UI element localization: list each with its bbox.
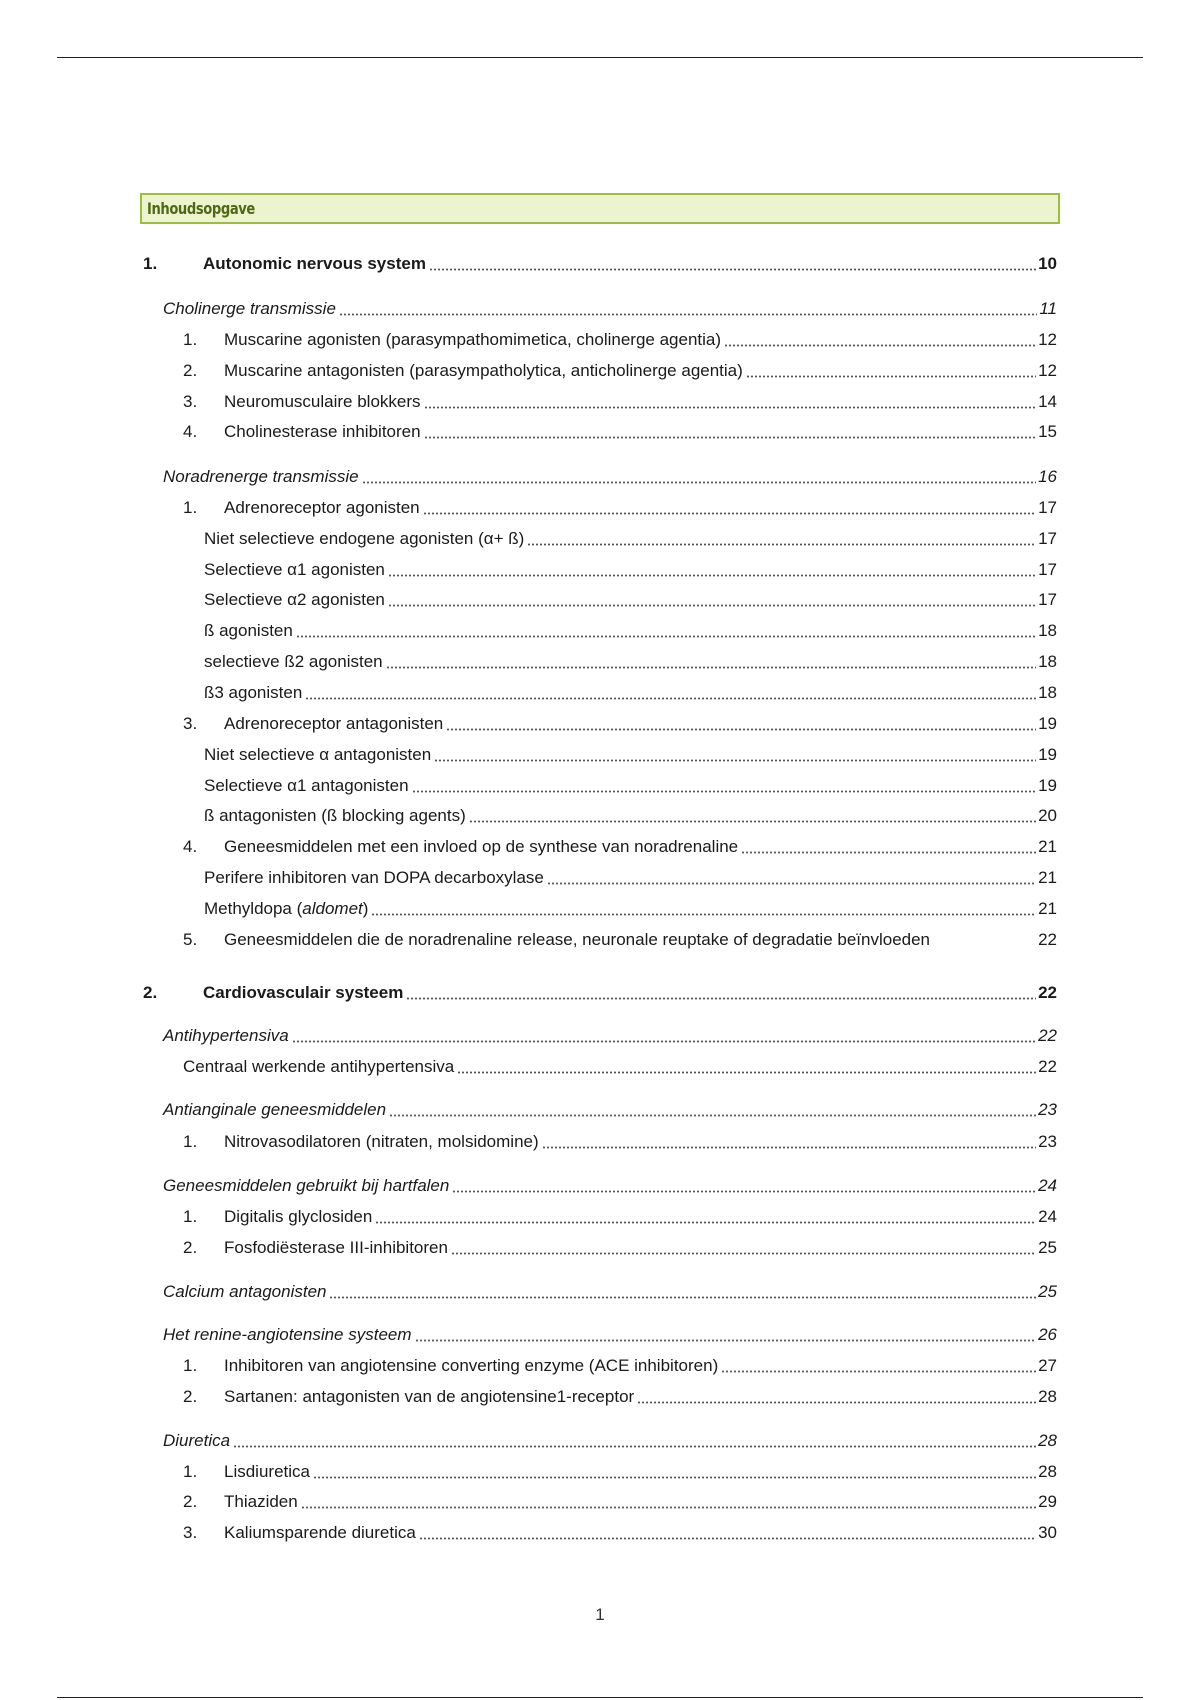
toc-entry-number: 2. [183, 1387, 198, 1406]
toc-entry-title: Neuromusculaire blokkers [224, 392, 421, 411]
dot-leader [419, 1526, 1036, 1540]
toc-entry-title: Thiaziden [224, 1492, 298, 1511]
dot-leader [434, 748, 1036, 762]
toc-entry-page: 12 [1038, 361, 1057, 380]
toc-entry-number: 2. [143, 983, 158, 1002]
toc-entry-page: 11 [1039, 299, 1057, 318]
dot-leader [388, 593, 1036, 607]
dot-leader [424, 395, 1037, 409]
bottom-rule [57, 1697, 1143, 1698]
toc-entry[interactable] [204, 741, 1057, 765]
toc-entry-number: 1. [183, 330, 198, 349]
toc-entry[interactable] [204, 772, 1057, 796]
toc-entry-title [204, 899, 368, 919]
toc-entry-page: 17 [1038, 498, 1057, 517]
toc-entry[interactable] [163, 1278, 1057, 1302]
toc-entry-title: Noradrenerge transmissie [163, 467, 359, 486]
toc-entry-page: 23 [1038, 1100, 1057, 1119]
toc-entry-page: 24 [1038, 1207, 1057, 1226]
dot-leader [371, 902, 1036, 916]
toc-entry-title: ß agonisten [204, 621, 293, 640]
toc-entry-title: Cholinerge transmissie [163, 299, 336, 318]
dot-leader [446, 717, 1036, 731]
toc-entry-title: Nitrovasodilatoren (nitraten, molsidomine) [224, 1132, 539, 1151]
toc-entry-page: 17 [1038, 590, 1057, 609]
toc-entry-title: selectieve ß2 agonisten [204, 652, 383, 671]
page-number: 1 [595, 1605, 605, 1624]
toc-entry-page: 17 [1038, 560, 1057, 579]
toc-entry[interactable] [163, 1321, 1057, 1345]
toc-entry-page: 29 [1038, 1492, 1057, 1511]
toc-entry-page: 16 [1038, 467, 1057, 486]
dot-leader [375, 1210, 1036, 1224]
toc-entry-title: ß antagonisten (ß blocking agents) [204, 806, 466, 825]
toc-entry[interactable] [183, 1234, 1057, 1258]
toc-entry-title: Digitalis glyclosiden [224, 1207, 373, 1226]
toc-entry-page: 18 [1038, 683, 1057, 702]
toc-entry-title: Selectieve α2 agonisten [204, 590, 385, 609]
dot-leader [362, 470, 1036, 484]
toc-entry-page: 19 [1038, 776, 1057, 795]
toc-entry-title: Adrenoreceptor antagonisten [224, 714, 444, 733]
toc-entry-title: ß3 agonisten [204, 683, 303, 702]
toc-entry-title: Adrenoreceptor agonisten [224, 498, 420, 517]
toc-entry-title: Cholinesterase inhibitoren [224, 422, 421, 441]
dot-leader [386, 655, 1036, 669]
toc-entry[interactable] [163, 463, 1057, 487]
toc-entry-title: Selectieve α1 agonisten [204, 560, 385, 579]
toc-entry-page: 14 [1038, 392, 1057, 411]
toc-entry[interactable] [183, 388, 1057, 412]
toc-entry[interactable] [183, 1383, 1057, 1407]
dot-leader [389, 1103, 1036, 1117]
toc-entry-number: 1. [183, 1462, 198, 1481]
toc-entry[interactable] [163, 1427, 1057, 1451]
toc-entry[interactable] [143, 979, 1057, 1003]
toc-entry[interactable] [183, 1128, 1057, 1152]
toc-header-title: Inhoudsopgave [147, 199, 255, 218]
toc-entry-page: 21 [1038, 868, 1057, 887]
dot-leader [415, 1328, 1037, 1342]
toc-entry-page: 24 [1038, 1176, 1057, 1195]
toc-entry[interactable] [204, 586, 1057, 610]
dot-leader [301, 1495, 1036, 1509]
toc-entry-title: Geneesmiddelen die de noradrenaline release, neuronale reuptake of degradatie beïnvloeden [224, 930, 931, 949]
toc-entry-page: 21 [1038, 837, 1057, 856]
toc-entry[interactable] [163, 295, 1057, 319]
dot-leader [469, 809, 1036, 823]
toc-entry-title-part: ) [362, 899, 369, 918]
toc-entry-page: 22 [1038, 983, 1057, 1002]
toc-entry[interactable] [204, 802, 1057, 826]
toc-entry-page: 20 [1038, 806, 1057, 825]
toc-entry-page: 19 [1038, 745, 1057, 764]
toc-entry-page: 28 [1038, 1431, 1057, 1450]
dot-leader [406, 986, 1036, 1000]
toc-entry[interactable] [163, 1172, 1057, 1196]
dot-leader [542, 1135, 1036, 1149]
toc-entry-page: 22 [1038, 1057, 1057, 1076]
dot-leader [313, 1465, 1036, 1479]
toc-entry-title-italic: aldomet [302, 899, 363, 918]
toc-entry-page: 21 [1038, 899, 1057, 918]
toc-entry[interactable] [183, 1458, 1057, 1482]
toc-entry-page: 30 [1038, 1523, 1057, 1542]
toc-entry[interactable] [183, 1053, 1057, 1077]
toc-entry-title: Het renine-angiotensine systeem [163, 1325, 412, 1344]
toc-entry-page: 18 [1038, 652, 1057, 671]
toc-entry-title: Perifere inhibitoren van DOPA decarboxylase [204, 868, 544, 887]
toc-entry-title: Autonomic nervous system [203, 254, 426, 273]
toc-entry-page: 10 [1038, 254, 1057, 273]
toc-entry-page: 22 [1038, 930, 1057, 949]
toc-entry-title: Geneesmiddelen met een invloed op de synthese van noradrenaline [224, 837, 739, 856]
toc-entry-number: 1. [183, 1132, 198, 1151]
toc-entry-title: Fosfodiësterase III-inhibitoren [224, 1238, 448, 1257]
toc-entry-page: 27 [1038, 1356, 1057, 1375]
toc-entry[interactable] [183, 1352, 1057, 1376]
toc-entry-page: 19 [1038, 714, 1057, 733]
toc-entry-number: 4. [183, 837, 198, 856]
dot-leader [339, 302, 1037, 316]
dot-leader [637, 1390, 1036, 1404]
toc-entry-title: Muscarine agonisten (parasympathomimetica, cholinerge agentia) [224, 330, 722, 349]
toc-entry[interactable] [143, 250, 1057, 274]
toc-entry[interactable] [204, 864, 1057, 888]
toc-entry-title: Kaliumsparende diuretica [224, 1523, 416, 1542]
toc-entry-page: 22 [1038, 1026, 1057, 1045]
toc-entry[interactable] [204, 648, 1057, 672]
toc-entry-number: 1. [183, 1207, 198, 1226]
toc-entry-title: Niet selectieve α antagonisten [204, 745, 432, 764]
toc-entry-title: Lisdiuretica [224, 1462, 310, 1481]
dot-leader [527, 532, 1036, 546]
toc-entry[interactable] [183, 418, 1057, 442]
toc-entry-number: 2. [183, 1238, 198, 1257]
toc-entry-number: 1. [143, 254, 158, 273]
dot-leader [233, 1434, 1036, 1448]
dot-leader [452, 1179, 1036, 1193]
toc-entry[interactable] [183, 926, 1057, 950]
dot-leader [388, 563, 1036, 577]
toc-entry-number: 2. [183, 361, 198, 380]
toc-entry-number: 3. [183, 714, 198, 733]
toc-entry-title: Centraal werkende antihypertensiva [183, 1057, 455, 1076]
dot-leader [292, 1029, 1036, 1043]
dot-leader [457, 1060, 1036, 1074]
toc-entry-page: 17 [1038, 529, 1057, 548]
toc-entry[interactable] [204, 895, 1057, 919]
toc-entry-title: Diuretica [163, 1431, 231, 1450]
toc-entry[interactable] [163, 1096, 1057, 1120]
dot-leader [423, 501, 1036, 515]
toc-entry-title: Sartanen: antagonisten van de angiotensine1-receptor [224, 1387, 635, 1406]
toc-entry-title: Selectieve α1 antagonisten [204, 776, 409, 795]
dot-leader [305, 686, 1036, 700]
toc-entry[interactable] [183, 1203, 1057, 1227]
toc-entry-title: Muscarine antagonisten (parasympatholytica, anticholinerge agentia) [224, 361, 743, 380]
toc-entry-number: 4. [183, 422, 198, 441]
toc-entry-title: Geneesmiddelen gebruikt bij hartfalen [163, 1176, 450, 1195]
toc-entry-page: 28 [1038, 1387, 1057, 1406]
dot-leader [429, 257, 1036, 271]
toc-entry-number: 1. [183, 1356, 198, 1375]
toc-entry-title: Antihypertensiva [163, 1026, 289, 1045]
toc-entry[interactable] [183, 326, 1057, 350]
toc-entry-title: Inhibitoren van angiotensine converting enzyme (ACE inhibitoren) [224, 1356, 719, 1375]
toc-entry-title: Antianginale geneesmiddelen [163, 1100, 387, 1119]
dot-leader [930, 933, 1038, 947]
toc-entry[interactable] [204, 556, 1057, 580]
toc-entry[interactable] [183, 1519, 1057, 1543]
toc-entry-number: 5. [183, 930, 198, 949]
toc-entry-number: 1. [183, 498, 198, 517]
toc-entry[interactable] [204, 525, 1057, 549]
toc-entry-page: 23 [1038, 1132, 1057, 1151]
toc-entry-page: 26 [1038, 1325, 1057, 1344]
dot-leader [296, 624, 1036, 638]
toc-entry-page: 25 [1038, 1282, 1057, 1301]
dot-leader [547, 871, 1036, 885]
toc-entry-number: 3. [183, 392, 198, 411]
toc-entry-page: 25 [1038, 1238, 1057, 1257]
toc-entry[interactable] [183, 1488, 1057, 1512]
toc-entry-number: 2. [183, 1492, 198, 1511]
dot-leader [412, 779, 1037, 793]
toc-entry-title: Cardiovasculair systeem [203, 983, 404, 1002]
toc-entry-title: Calcium antagonisten [163, 1282, 327, 1301]
toc-entry-page: 12 [1038, 330, 1057, 349]
dot-leader [329, 1285, 1036, 1299]
toc-entry[interactable] [183, 833, 1057, 857]
toc-entry[interactable] [204, 679, 1057, 703]
toc-entry-page: 15 [1038, 422, 1057, 441]
toc-entry[interactable] [163, 1022, 1057, 1046]
toc-entry-page: 18 [1038, 621, 1057, 640]
toc-entry-title-part: Methyldopa ( [204, 899, 303, 918]
toc-entry[interactable] [183, 710, 1057, 734]
dot-leader [741, 840, 1036, 854]
dot-leader [451, 1241, 1036, 1255]
dot-leader [746, 364, 1036, 378]
dot-leader [424, 425, 1037, 439]
toc-entry-page: 28 [1038, 1462, 1057, 1481]
toc-entry[interactable] [183, 357, 1057, 381]
toc-entry-title: Niet selectieve endogene agonisten (α+ ß) [204, 529, 525, 548]
toc-entry[interactable] [204, 617, 1057, 641]
toc-entry-number: 3. [183, 1523, 198, 1542]
dot-leader [721, 1359, 1036, 1373]
toc-entry[interactable] [183, 494, 1057, 518]
dot-leader [724, 333, 1036, 347]
